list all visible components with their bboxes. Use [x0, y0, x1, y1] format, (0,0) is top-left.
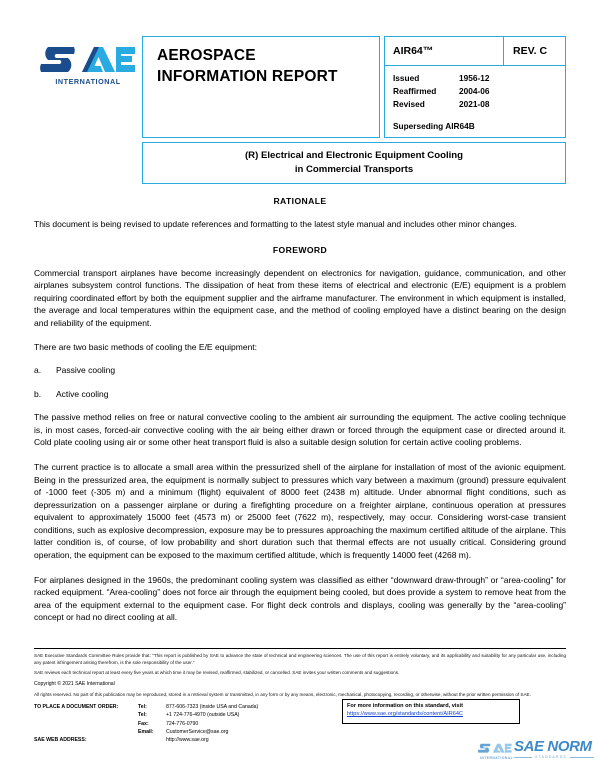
document-type-line-2: INFORMATION REPORT — [157, 67, 338, 85]
list-item — [34, 388, 566, 401]
list-text-active-cooling: Active cooling — [56, 388, 109, 399]
contact-key-fax: Fax: — [138, 720, 149, 727]
contact-row-order-tel-1 — [34, 703, 334, 711]
list-item — [34, 364, 566, 377]
contact-row-email — [34, 728, 334, 736]
date-label-revised: Revised — [393, 99, 425, 110]
watermark-subtext: STANDARDS — [535, 755, 567, 759]
footer-legal-notice-2: SAE reviews each technical report at least every five years at which time it may be revised, reaffirmed, stabilized, or cancelled. SAE invites your written comments and suggestions. — [34, 670, 400, 676]
rationale-paragraph: This document is being revised to update references and formatting to the latest style manual and includes other minor changes. — [34, 219, 517, 229]
document-subject-line-2: in Commercial Transports — [294, 164, 414, 175]
foreword-paragraph-4: For airplanes designed in the 1960s, the predominant cooling system was classified as either “downward draw-through” or “area-cooling” for racked equipment. “Area-cooling” does not force air through the equipment being cooled, but does provide a system to remove heat from the area of the equipment external to the equipment case. For flight deck controls and displays, cooling was generally by the “area-cooling” concept or had no direct cooling at all. — [34, 574, 566, 623]
foreword-paragraph-3: The current practice is to allocate a small area within the pressurized shell of the airplane for installation of most of the avionic equipment. Being in the pressurized area, the equipment is normally subject to pressures which vary between a maximum (ground) pressure equivalent of -1000 feet (-305 m) and a minimum (flight) equivalent of 8000 feet (2438 m) altitude. Under abnormal flight conditions, such as depressurization on a passenger airplane or during a firefighting procedure on a freighter airplane, continuous operation at pressures equivalent to approximately 15000 feet (4573 m) or 25000 feet (7622 m), respectively, may occur. Considering worst-case transient conditions, such as explosive decompression, exposure may be to pressures approaching the maximum certified altitude of the airplane. This latter condition is, of course, of low probability and short duration such that thermal effects are not usually critical. Considering ground operation, the equipment can be exposed to the maximum certified altitude, which is frequently 14000 feet (4268 m). — [34, 461, 566, 560]
contact-key-tel-2: Tel: — [138, 712, 147, 719]
footer-copyright: Copyright © 2021 SAE International — [34, 680, 115, 687]
watermark-rule-left — [514, 757, 532, 758]
superseding-note: Superseding AIR64B — [393, 121, 475, 132]
contact-value-tel-1: 877-606-7323 (inside USA and Canada) — [166, 704, 259, 711]
contact-label-spacer-1 — [34, 711, 138, 719]
foreword-paragraph-2: The passive method relies on free or natural convective cooling to the ambient air surrounding the equipment. The active cooling technique is, in most cases, forced-air convective cooling with the air being either drawn or forced through the equipment case or directed around it. Cold plate cooling using air or some other heat transport fluid is also a suitable design solution for certain active cooling problems. — [34, 412, 566, 448]
document-subject-box — [142, 142, 566, 184]
rationale-heading: RATIONALE — [273, 196, 327, 206]
date-row-issued — [393, 72, 565, 85]
web-address-value[interactable]: http://www.sae.org — [166, 737, 209, 744]
date-value-reaffirmed: 2004-06 — [459, 86, 490, 97]
contact-row-tel-2 — [34, 711, 334, 719]
date-label-issued: Issued — [393, 73, 420, 83]
contact-value-fax: 724-776-0790 — [166, 720, 199, 727]
standard-url-box — [342, 699, 520, 724]
contact-value-tel-2: +1 724-776-4970 (outside USA) — [166, 712, 240, 719]
date-label-reaffirmed: Reaffirmed — [393, 86, 437, 97]
footer-rights-reserved: All rights reserved. No part of this publication may be reproduced, stored in a retrieval system or transmitted, in any form or by any means, electronic, mechanical, photocopying, recording, or otherwise, without the prior written permission of SAE. — [34, 691, 531, 697]
foreword-paragraph-1: Commercial transport airplanes have become increasingly dependent on electronics for navigation, guidance, communication, and other airplanes subsystem control functions. The dissipation of heat from these items of electrical and electronic (E/E) equipment is a problem requiring coordinated effort by both the equipment supplier and the airframe manufacturer. The environment in which equipment is installed, the average and local temperatures within the equipment case, and the method of cooling employed have a distinct bearing on the design and reliability of the equipment. — [34, 267, 566, 328]
sae-logo-subtitle: INTERNATIONAL — [55, 77, 121, 86]
contact-row-web — [34, 736, 334, 744]
date-row-reaffirmed — [393, 85, 565, 98]
document-type-box — [142, 36, 380, 138]
contact-value-email[interactable]: CustomerService@sae.org — [166, 728, 229, 735]
sae-logo-block — [34, 36, 142, 184]
order-label: TO PLACE A DOCUMENT ORDER: — [34, 704, 119, 711]
document-meta-box — [384, 36, 566, 138]
contact-row-fax — [34, 720, 334, 728]
standard-url-link[interactable]: https://www.sae.org/standards/content/AIR64C — [347, 711, 463, 718]
date-row-revised — [393, 98, 565, 111]
footer-legal-notice-1: SAE Executive Standards Committee Rules provide that: “This report is published by SAE to advance the state of technical and engineering sciences. The use of this report is entirely voluntary, and its applicability and suitability for any particular use, including any patent infringement arising therefrom, is the sole responsibility of the user.” — [34, 653, 566, 665]
contact-key-web-spacer — [138, 736, 166, 744]
document-content — [34, 196, 566, 636]
document-subject-line-1: (R) Electrical and Electronic Equipment Cooling — [244, 150, 464, 162]
date-value-issued: 1956-12 — [459, 73, 490, 83]
contact-label-spacer-2 — [34, 720, 138, 728]
contact-label-spacer-3 — [34, 728, 138, 736]
header-top-row — [142, 36, 566, 138]
header-box-group — [142, 36, 566, 184]
list-marker-a: a. — [34, 365, 42, 376]
document-number: AIR64™ — [393, 45, 434, 57]
list-marker-b: b. — [34, 388, 42, 399]
list-text-passive-cooling: Passive cooling — [56, 365, 116, 376]
watermark-logo-subtitle: INTERNATIONAL — [480, 756, 514, 760]
contact-key-tel-1: Tel: — [138, 704, 147, 711]
standard-url-title: For more information on this standard, visit — [347, 703, 463, 710]
document-footer — [34, 648, 566, 744]
document-type-line-1: AEROSPACE — [157, 47, 256, 64]
contact-details — [34, 703, 334, 744]
document-id-row — [385, 37, 565, 66]
document-header — [34, 36, 566, 184]
document-revision: REV. C — [503, 37, 565, 65]
web-address-label: SAE WEB ADDRESS: — [34, 737, 87, 744]
date-value-revised: 2021-08 — [459, 99, 490, 110]
footer-contact-block — [34, 703, 566, 744]
watermark-text: SAE NORM — [514, 738, 592, 755]
cooling-methods-intro: There are two basic methods of cooling the E/E equipment: — [34, 342, 258, 353]
foreword-heading: FOREWORD — [272, 244, 328, 255]
contact-key-email: Email: — [138, 728, 154, 735]
watermark-rule-right — [570, 757, 594, 758]
document-dates — [385, 66, 565, 111]
sae-logo-icon — [40, 42, 136, 76]
